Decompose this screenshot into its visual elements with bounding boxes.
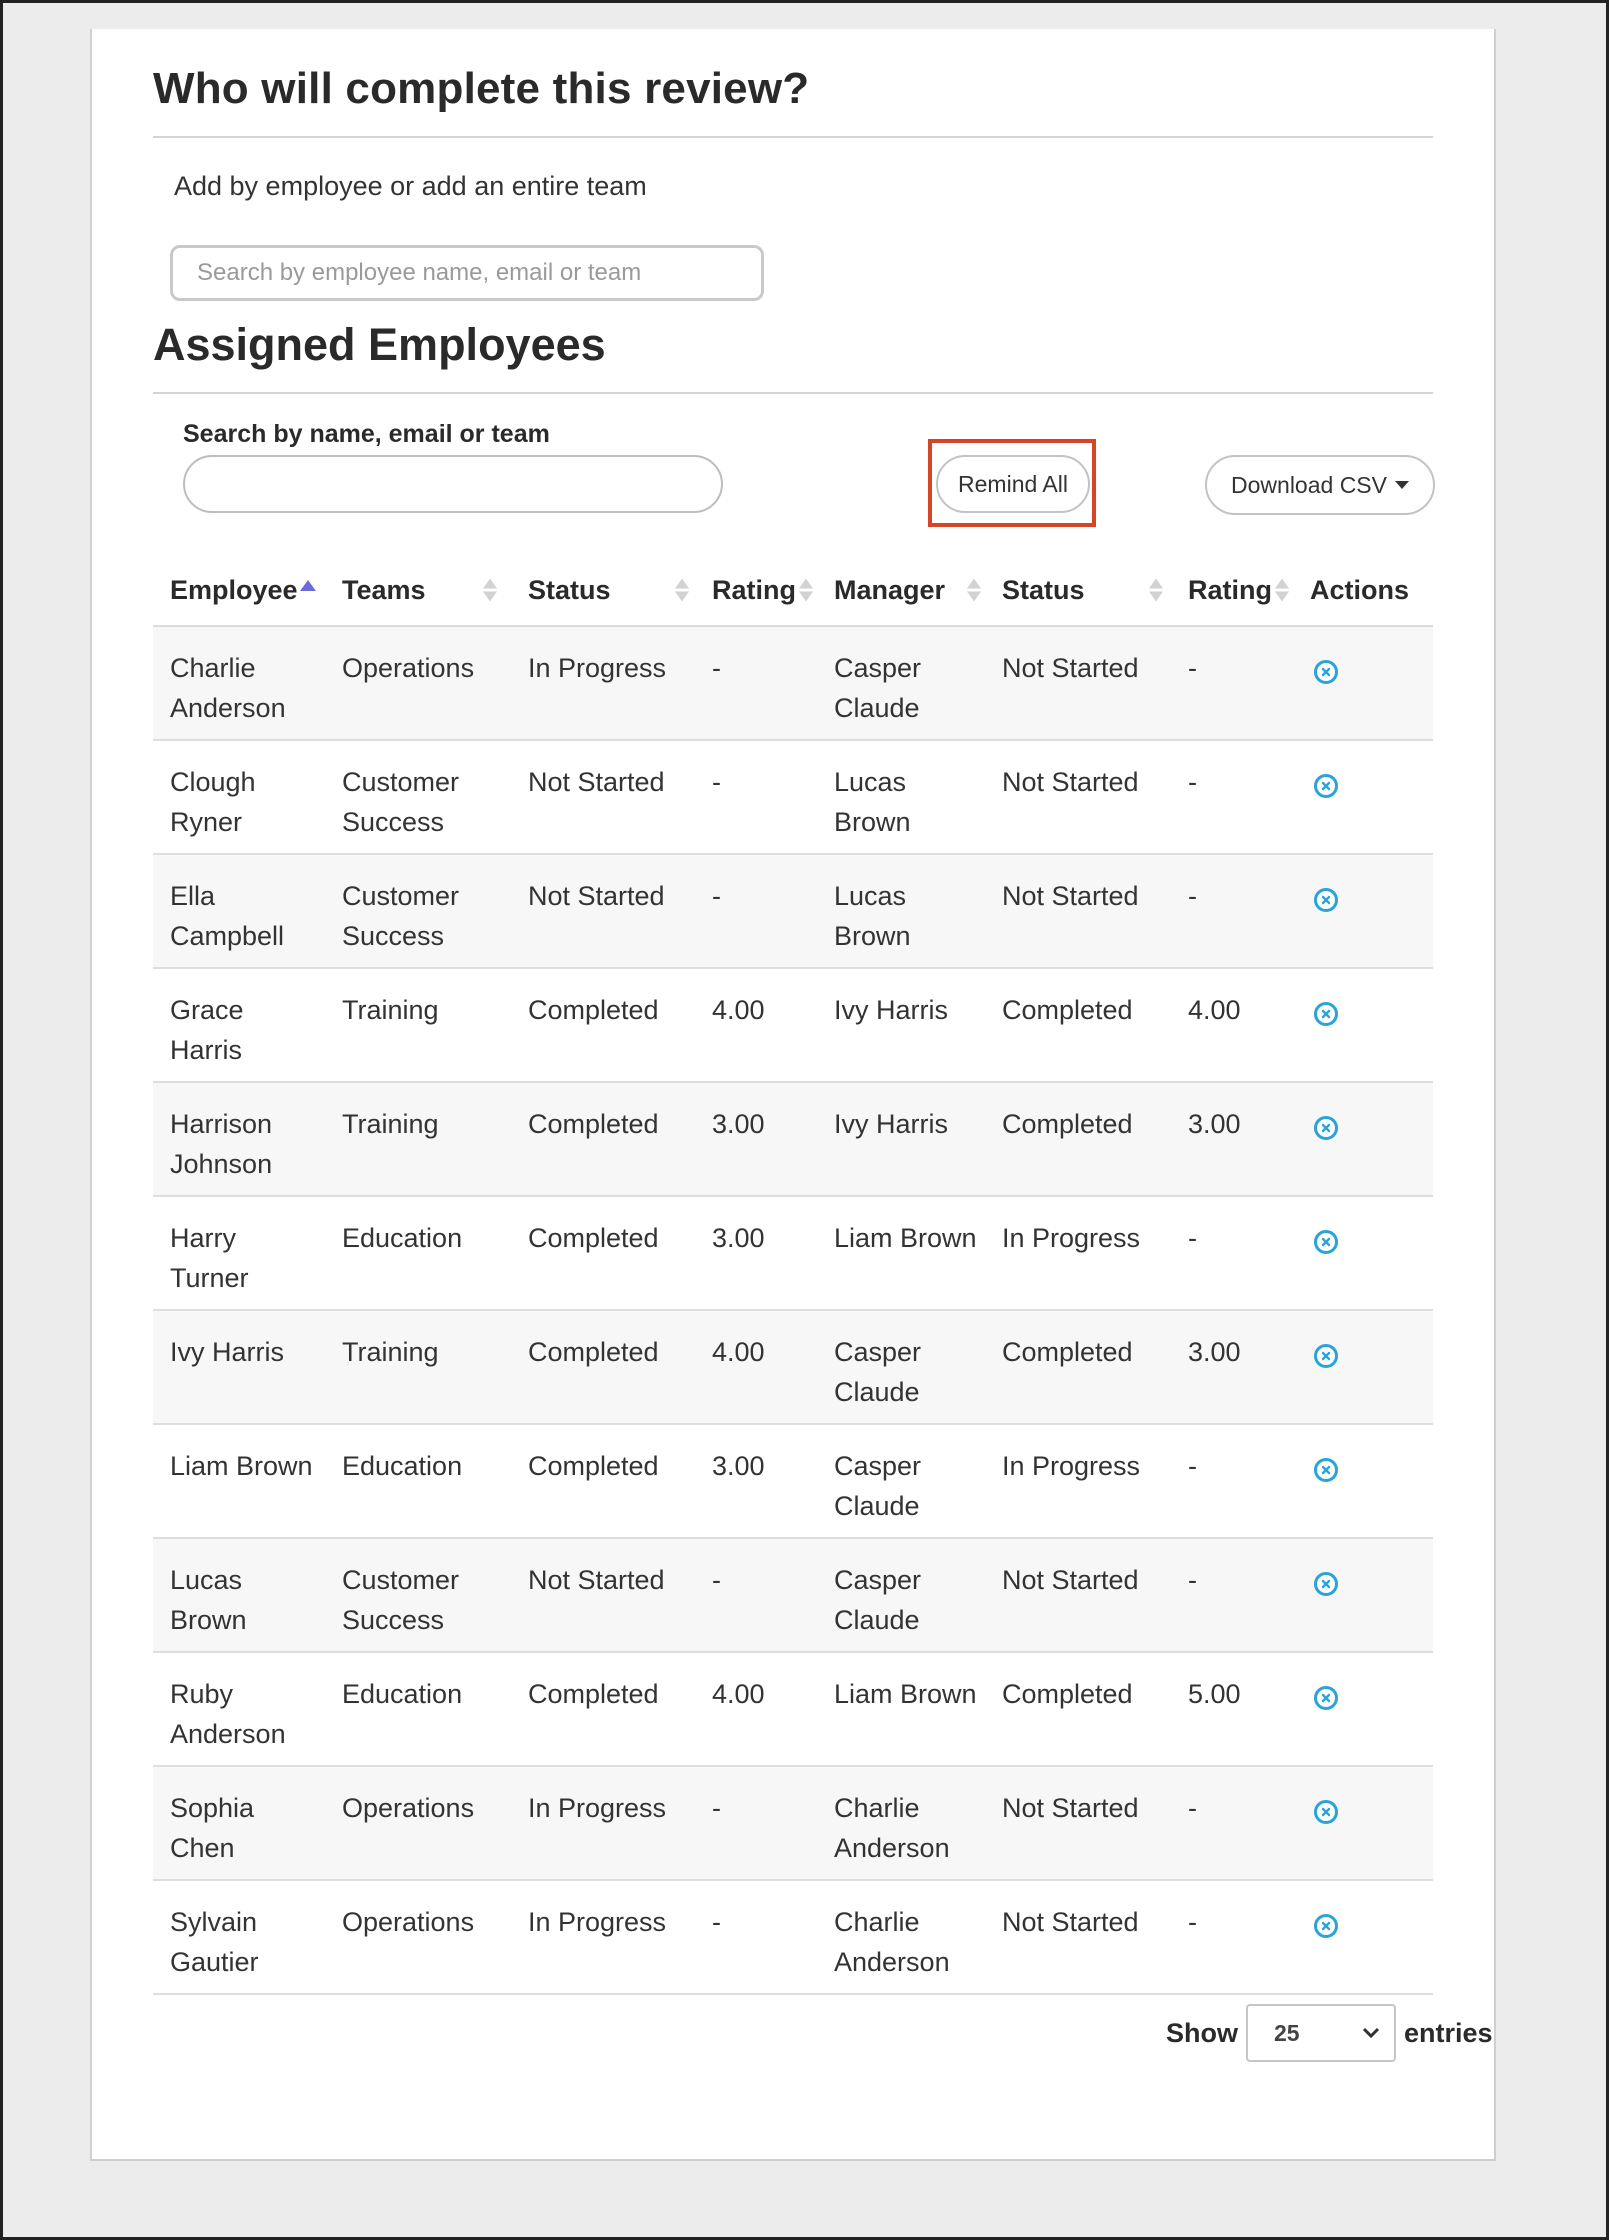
column-header-actions: Actions: [1293, 555, 1433, 626]
table-row: [153, 1766, 1433, 1880]
manager-rating-cell: -: [1171, 1424, 1293, 1538]
employee-link[interactable]: Harry Turner: [153, 1196, 325, 1310]
actions-cell: [1293, 626, 1433, 740]
page-size-select[interactable]: [1246, 2004, 1396, 2062]
manager-status-cell: Completed: [985, 1082, 1171, 1196]
manager-rating-cell: -: [1171, 1196, 1293, 1310]
remove-icon[interactable]: [1314, 1344, 1338, 1368]
manager-cell: Casper Claude: [817, 1424, 985, 1538]
sort-icon: [799, 579, 813, 602]
employee-link[interactable]: Sophia Chen: [153, 1766, 325, 1880]
sort-icon: [1149, 579, 1163, 602]
rating-cell: -: [695, 854, 817, 968]
manager-rating-cell: -: [1171, 1766, 1293, 1880]
team-cell: Education: [325, 1196, 511, 1310]
table-header-row: [153, 555, 1433, 626]
employee-link[interactable]: Harrison Johnson: [153, 1082, 325, 1196]
page-size-value: 25: [1274, 2019, 1300, 2046]
employee-link[interactable]: Lucas Brown: [153, 1538, 325, 1652]
manager-cell: Liam Brown: [817, 1652, 985, 1766]
status-cell: Completed: [511, 1196, 695, 1310]
rating-cell: -: [695, 1538, 817, 1652]
entries-label: entries: [1404, 2017, 1493, 2048]
manager-status-cell: Not Started: [985, 626, 1171, 740]
filter-label: Search by name, email or team: [183, 420, 550, 448]
manager-status-cell: Not Started: [985, 1766, 1171, 1880]
team-cell: Customer Success: [325, 854, 511, 968]
filter-input[interactable]: [183, 455, 723, 513]
actions-cell: [1293, 1538, 1433, 1652]
title-divider: [153, 136, 1433, 138]
rating-cell: -: [695, 740, 817, 854]
team-cell: Training: [325, 968, 511, 1082]
team-cell: Education: [325, 1424, 511, 1538]
table-row: [153, 1538, 1433, 1652]
table-row: [153, 1424, 1433, 1538]
employee-link[interactable]: Grace Harris: [153, 968, 325, 1082]
manager-rating-cell: 4.00: [1171, 968, 1293, 1082]
team-cell: Training: [325, 1082, 511, 1196]
manager-status-cell: Completed: [985, 1652, 1171, 1766]
manager-rating-cell: -: [1171, 1538, 1293, 1652]
remind-all-label: Remind All: [958, 470, 1068, 497]
actions-cell: [1293, 1196, 1433, 1310]
status-cell: Completed: [511, 1310, 695, 1424]
manager-cell: Ivy Harris: [817, 1082, 985, 1196]
manager-cell: Charlie Anderson: [817, 1766, 985, 1880]
manager-rating-cell: 3.00: [1171, 1310, 1293, 1424]
column-header-manager-status[interactable]: Status: [985, 555, 1171, 626]
remove-icon[interactable]: [1314, 888, 1338, 912]
page-size-control: [1166, 2004, 1493, 2062]
team-cell: Customer Success: [325, 740, 511, 854]
review-subtitle: Add by employee or add an entire team: [174, 171, 647, 201]
rating-cell: -: [695, 626, 817, 740]
rating-cell: 3.00: [695, 1082, 817, 1196]
column-header-teams[interactable]: Teams: [325, 555, 511, 626]
manager-rating-cell: 3.00: [1171, 1082, 1293, 1196]
assigned-title: Assigned Employees: [153, 319, 606, 370]
status-cell: Completed: [511, 968, 695, 1082]
sort-icon: [675, 579, 689, 602]
manager-cell: Ivy Harris: [817, 968, 985, 1082]
table-row: [153, 1082, 1433, 1196]
column-header-manager-rating[interactable]: Rating: [1171, 555, 1293, 626]
team-cell: Operations: [325, 626, 511, 740]
manager-status-cell: Completed: [985, 968, 1171, 1082]
caret-down-icon: [1395, 481, 1409, 489]
manager-cell: Casper Claude: [817, 1310, 985, 1424]
rating-cell: 3.00: [695, 1424, 817, 1538]
table-row: [153, 854, 1433, 968]
manager-cell: Charlie Anderson: [817, 1880, 985, 1994]
remove-icon[interactable]: [1314, 1572, 1338, 1596]
remove-icon[interactable]: [1314, 1230, 1338, 1254]
sort-icon: [967, 579, 981, 602]
manager-status-cell: Not Started: [985, 1538, 1171, 1652]
manager-status-cell: Not Started: [985, 740, 1171, 854]
remove-icon[interactable]: [1314, 1800, 1338, 1824]
manager-status-cell: Not Started: [985, 854, 1171, 968]
employee-search-input[interactable]: [170, 245, 764, 301]
actions-cell: [1293, 1652, 1433, 1766]
actions-cell: [1293, 1310, 1433, 1424]
table-row: [153, 740, 1433, 854]
rating-cell: 4.00: [695, 1652, 817, 1766]
manager-rating-cell: -: [1171, 1880, 1293, 1994]
manager-rating-cell: -: [1171, 854, 1293, 968]
status-cell: Completed: [511, 1424, 695, 1538]
download-csv-label: Download CSV: [1231, 471, 1387, 498]
remove-icon[interactable]: [1314, 660, 1338, 684]
column-header-employee[interactable]: Employee: [153, 555, 325, 626]
rating-cell: -: [695, 1880, 817, 1994]
review-title: Who will complete this review?: [153, 64, 810, 113]
team-cell: Operations: [325, 1880, 511, 1994]
sort-ascending-icon: [300, 580, 316, 591]
manager-status-cell: Not Started: [985, 1880, 1171, 1994]
actions-cell: [1293, 1424, 1433, 1538]
remove-icon[interactable]: [1314, 774, 1338, 798]
actions-cell: [1293, 968, 1433, 1082]
actions-cell: [1293, 1766, 1433, 1880]
remove-icon[interactable]: [1314, 1002, 1338, 1026]
employee-link[interactable]: Ivy Harris: [153, 1310, 325, 1424]
manager-cell: Lucas Brown: [817, 854, 985, 968]
team-cell: Operations: [325, 1766, 511, 1880]
team-cell: Customer Success: [325, 1538, 511, 1652]
employee-link[interactable]: Charlie Anderson: [153, 626, 325, 740]
manager-cell: Casper Claude: [817, 1538, 985, 1652]
rating-cell: 4.00: [695, 968, 817, 1082]
sort-icon: [483, 579, 497, 602]
table-row: [153, 1310, 1433, 1424]
employee-link[interactable]: Liam Brown: [153, 1424, 325, 1538]
review-card: [90, 29, 1496, 2161]
status-cell: Not Started: [511, 854, 695, 968]
manager-cell: Casper Claude: [817, 626, 985, 740]
status-cell: In Progress: [511, 1766, 695, 1880]
manager-rating-cell: 5.00: [1171, 1652, 1293, 1766]
employee-link[interactable]: Ruby Anderson: [153, 1652, 325, 1766]
team-cell: Training: [325, 1310, 511, 1424]
sort-icon: [1275, 579, 1289, 602]
manager-cell: Liam Brown: [817, 1196, 985, 1310]
rating-cell: 4.00: [695, 1310, 817, 1424]
remove-icon[interactable]: [1314, 1914, 1338, 1938]
actions-cell: [1293, 854, 1433, 968]
employee-link[interactable]: Ella Campbell: [153, 854, 325, 968]
manager-status-cell: In Progress: [985, 1196, 1171, 1310]
column-header-rating[interactable]: Rating: [695, 555, 817, 626]
assigned-employees-table: [153, 555, 1433, 1995]
manager-rating-cell: -: [1171, 740, 1293, 854]
manager-status-cell: In Progress: [985, 1424, 1171, 1538]
status-cell: Not Started: [511, 1538, 695, 1652]
manager-status-cell: Completed: [985, 1310, 1171, 1424]
status-cell: Completed: [511, 1082, 695, 1196]
employee-link[interactable]: Clough Ryner: [153, 740, 325, 854]
download-csv-button[interactable]: [1205, 455, 1435, 515]
actions-cell: [1293, 740, 1433, 854]
column-header-status[interactable]: Status: [511, 555, 695, 626]
remove-icon[interactable]: [1314, 1686, 1338, 1710]
manager-cell: Lucas Brown: [817, 740, 985, 854]
remove-icon[interactable]: [1314, 1458, 1338, 1482]
status-cell: In Progress: [511, 1880, 695, 1994]
team-cell: Education: [325, 1652, 511, 1766]
table-row: [153, 1652, 1433, 1766]
status-cell: Not Started: [511, 740, 695, 854]
table-row: [153, 1196, 1433, 1310]
employee-link[interactable]: Sylvain Gautier: [153, 1880, 325, 1994]
table-row: [153, 626, 1433, 740]
remind-all-button[interactable]: [936, 455, 1090, 513]
manager-rating-cell: -: [1171, 626, 1293, 740]
actions-cell: [1293, 1880, 1433, 1994]
status-cell: In Progress: [511, 626, 695, 740]
actions-cell: [1293, 1082, 1433, 1196]
rating-cell: -: [695, 1766, 817, 1880]
assigned-divider: [153, 392, 1433, 394]
table-row: [153, 968, 1433, 1082]
status-cell: Completed: [511, 1652, 695, 1766]
table-row: [153, 1880, 1433, 1994]
show-label: Show: [1166, 2017, 1238, 2048]
chevron-down-icon: [1362, 2027, 1380, 2039]
remove-icon[interactable]: [1314, 1116, 1338, 1140]
column-header-manager[interactable]: Manager: [817, 555, 985, 626]
rating-cell: 3.00: [695, 1196, 817, 1310]
